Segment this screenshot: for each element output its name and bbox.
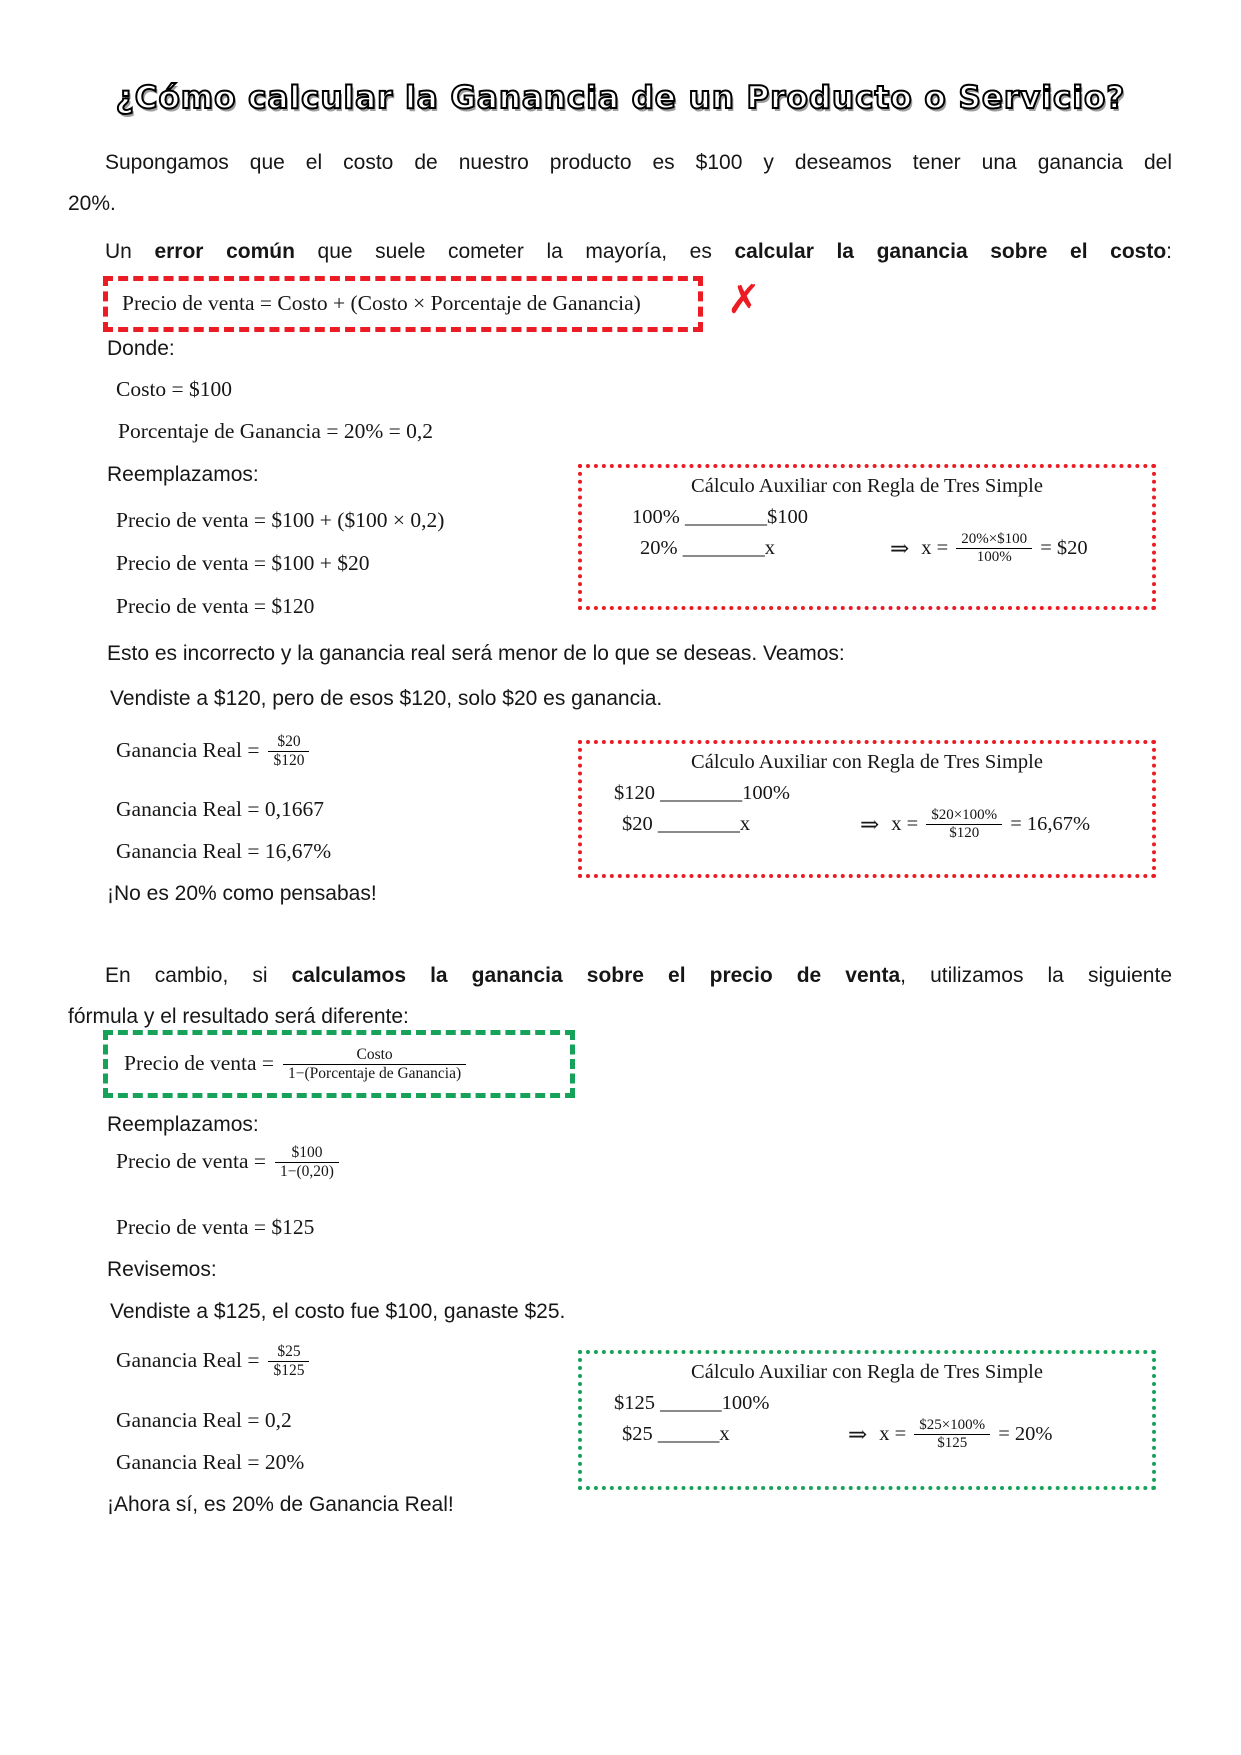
x-equals: x =: [891, 813, 919, 836]
lead-text: Un: [105, 240, 155, 263]
lead-bold-ganancia-venta: calculamos la ganancia sobre el precio de venta: [291, 964, 901, 987]
ganancia-real-label: Ganancia Real =: [116, 738, 260, 763]
wrong-formula: Precio de venta = Costo + (Costo × Porcentaje de Ganancia): [122, 291, 641, 316]
lead-bold-error-comun: error común: [154, 240, 295, 263]
ganancia-real-fraction-wrong: [116, 733, 309, 770]
aux-box-2-title: Cálculo Auxiliar con Regla de Tres Simple: [691, 751, 1043, 773]
right-method-lead: [68, 963, 1172, 989]
aux-box-3-row2: [582, 1417, 1152, 1453]
ganancia-real-decimal-right: Ganancia Real = 0,2: [116, 1408, 292, 1432]
ganancia-real-percent-right: Ganancia Real = 20%: [116, 1450, 305, 1474]
aux-box-2-row2-left: $20 ________x: [622, 813, 751, 836]
lead-text: que suele cometer la mayoría, es: [294, 240, 735, 263]
incorrect-note: Esto es incorrecto y la ganancia real será menor de lo que se deseas. Veamos:: [107, 642, 845, 665]
fraction-numerator: $20×100%: [931, 807, 998, 823]
aux-box-1-fraction: [956, 531, 1032, 567]
fraction-denominator: 100%: [956, 548, 1032, 566]
fraction-numerator: Costo: [356, 1045, 393, 1063]
right-formula-fraction: [283, 1046, 466, 1083]
right-step-1-label: Precio de venta =: [116, 1149, 267, 1174]
implies-arrow: ⇒: [848, 1421, 868, 1447]
aux-box-1-result: = $20: [1040, 537, 1088, 560]
porcentaje-line: Porcentaje de Ganancia = 20% = 0,2: [118, 419, 433, 443]
fraction-denominator: $125: [268, 1361, 309, 1380]
lead-bold-ganancia-costo: calcular la ganancia sobre el costo: [734, 240, 1167, 263]
implies-arrow: ⇒: [890, 535, 910, 561]
page-title: ¿Cómo calcular la Ganancia de un Producto o Servicio?: [115, 80, 1126, 116]
fraction-numerator: 20%×$100: [961, 531, 1028, 547]
right-step-1-fraction: [275, 1144, 339, 1181]
fraction-denominator: $120: [268, 751, 309, 770]
aux-box-2-row2: [582, 807, 1152, 843]
ganancia-real-percent: Ganancia Real = 16,67%: [116, 839, 332, 863]
right-formula-label: Precio de venta =: [124, 1051, 275, 1076]
fraction-denominator: 1−(Porcentaje de Ganancia): [283, 1064, 466, 1083]
aux-box-3-fraction: [914, 1417, 990, 1453]
wrong-conclusion: ¡No es 20% como pensabas!: [107, 882, 377, 905]
x-equals: x =: [879, 1423, 907, 1446]
implies-arrow: ⇒: [860, 811, 880, 837]
aux-box-1-row1: 100% ________$100: [632, 506, 808, 528]
ganancia-real-decimal: Ganancia Real = 0,1667: [116, 797, 324, 821]
fraction-numerator: $100: [291, 1144, 323, 1161]
right-conclusion: ¡Ahora sí, es 20% de Ganancia Real!: [107, 1493, 454, 1516]
sold-note-120: Vendiste a $120, pero de esos $120, solo $20 es ganancia.: [110, 687, 663, 710]
wrong-method-lead: [68, 239, 1172, 265]
costo-line: Costo = $100: [116, 377, 233, 401]
aux-box-1-row2-left: 20% ________x: [640, 537, 775, 560]
aux-box-3-row2-left: $25 ______x: [622, 1423, 730, 1446]
wrong-step-2: Precio de venta = $100 + $20: [116, 551, 370, 575]
aux-box-1-row2: [582, 531, 1152, 567]
right-method-lead-2: fórmula y el resultado será diferente:: [68, 1005, 409, 1028]
aux-box-3-result: = 20%: [998, 1423, 1053, 1446]
sold-note-125: Vendiste a $125, el costo fue $100, ganaste $25.: [110, 1300, 566, 1323]
right-step-2: Precio de venta = $125: [116, 1215, 315, 1239]
reemplazamos-label-2: Reemplazamos:: [107, 1113, 259, 1136]
aux-box-3-row1: $125 ______100%: [614, 1392, 770, 1414]
donde-label: Donde:: [107, 337, 175, 360]
fraction-denominator: $125: [914, 1434, 990, 1452]
fraction-denominator: 1−(0,20): [275, 1162, 339, 1181]
intro-line-2: 20%.: [68, 192, 116, 215]
wrong-cross-icon: ✗: [727, 277, 761, 323]
lead-text: , utilizamos la siguiente: [900, 964, 1172, 987]
right-formula-box: [103, 1030, 575, 1098]
lead-text: En cambio, si: [105, 964, 292, 987]
aux-box-3-title: Cálculo Auxiliar con Regla de Tres Simple: [691, 1361, 1043, 1383]
aux-box-3: [578, 1350, 1156, 1490]
wrong-step-3: Precio de venta = $120: [116, 594, 315, 618]
aux-box-2-fraction: [926, 807, 1002, 843]
wrong-step-1: Precio de venta = $100 + ($100 × 0,2): [116, 508, 445, 532]
right-formula: [124, 1046, 466, 1083]
ganancia-real-fraction: [268, 733, 309, 770]
lead-text: :: [1166, 240, 1172, 263]
aux-box-2: [578, 740, 1156, 878]
ganancia-real-label: Ganancia Real =: [116, 1348, 260, 1373]
intro-line-1: Supongamos que el costo de nuestro producto es $100 y deseamos tener una ganancia del: [105, 151, 1172, 174]
ganancia-real-fraction-right: [116, 1343, 309, 1380]
aux-box-2-row1: $120 ________100%: [614, 782, 790, 804]
aux-box-1: [578, 464, 1156, 610]
aux-box-2-result: = 16,67%: [1010, 813, 1091, 836]
revisemos-label: Revisemos:: [107, 1258, 217, 1281]
x-equals: x =: [921, 537, 949, 560]
fraction-numerator: $25: [277, 1343, 301, 1360]
reemplazamos-label-1: Reemplazamos:: [107, 463, 259, 486]
fraction-denominator: $120: [926, 824, 1002, 842]
aux-box-1-title: Cálculo Auxiliar con Regla de Tres Simple: [691, 475, 1043, 497]
wrong-formula-box: [103, 276, 703, 332]
right-step-1: [116, 1144, 339, 1181]
fraction-numerator: $20: [277, 733, 301, 750]
ganancia-real-fraction: [268, 1343, 309, 1380]
fraction-numerator: $25×100%: [919, 1417, 986, 1433]
